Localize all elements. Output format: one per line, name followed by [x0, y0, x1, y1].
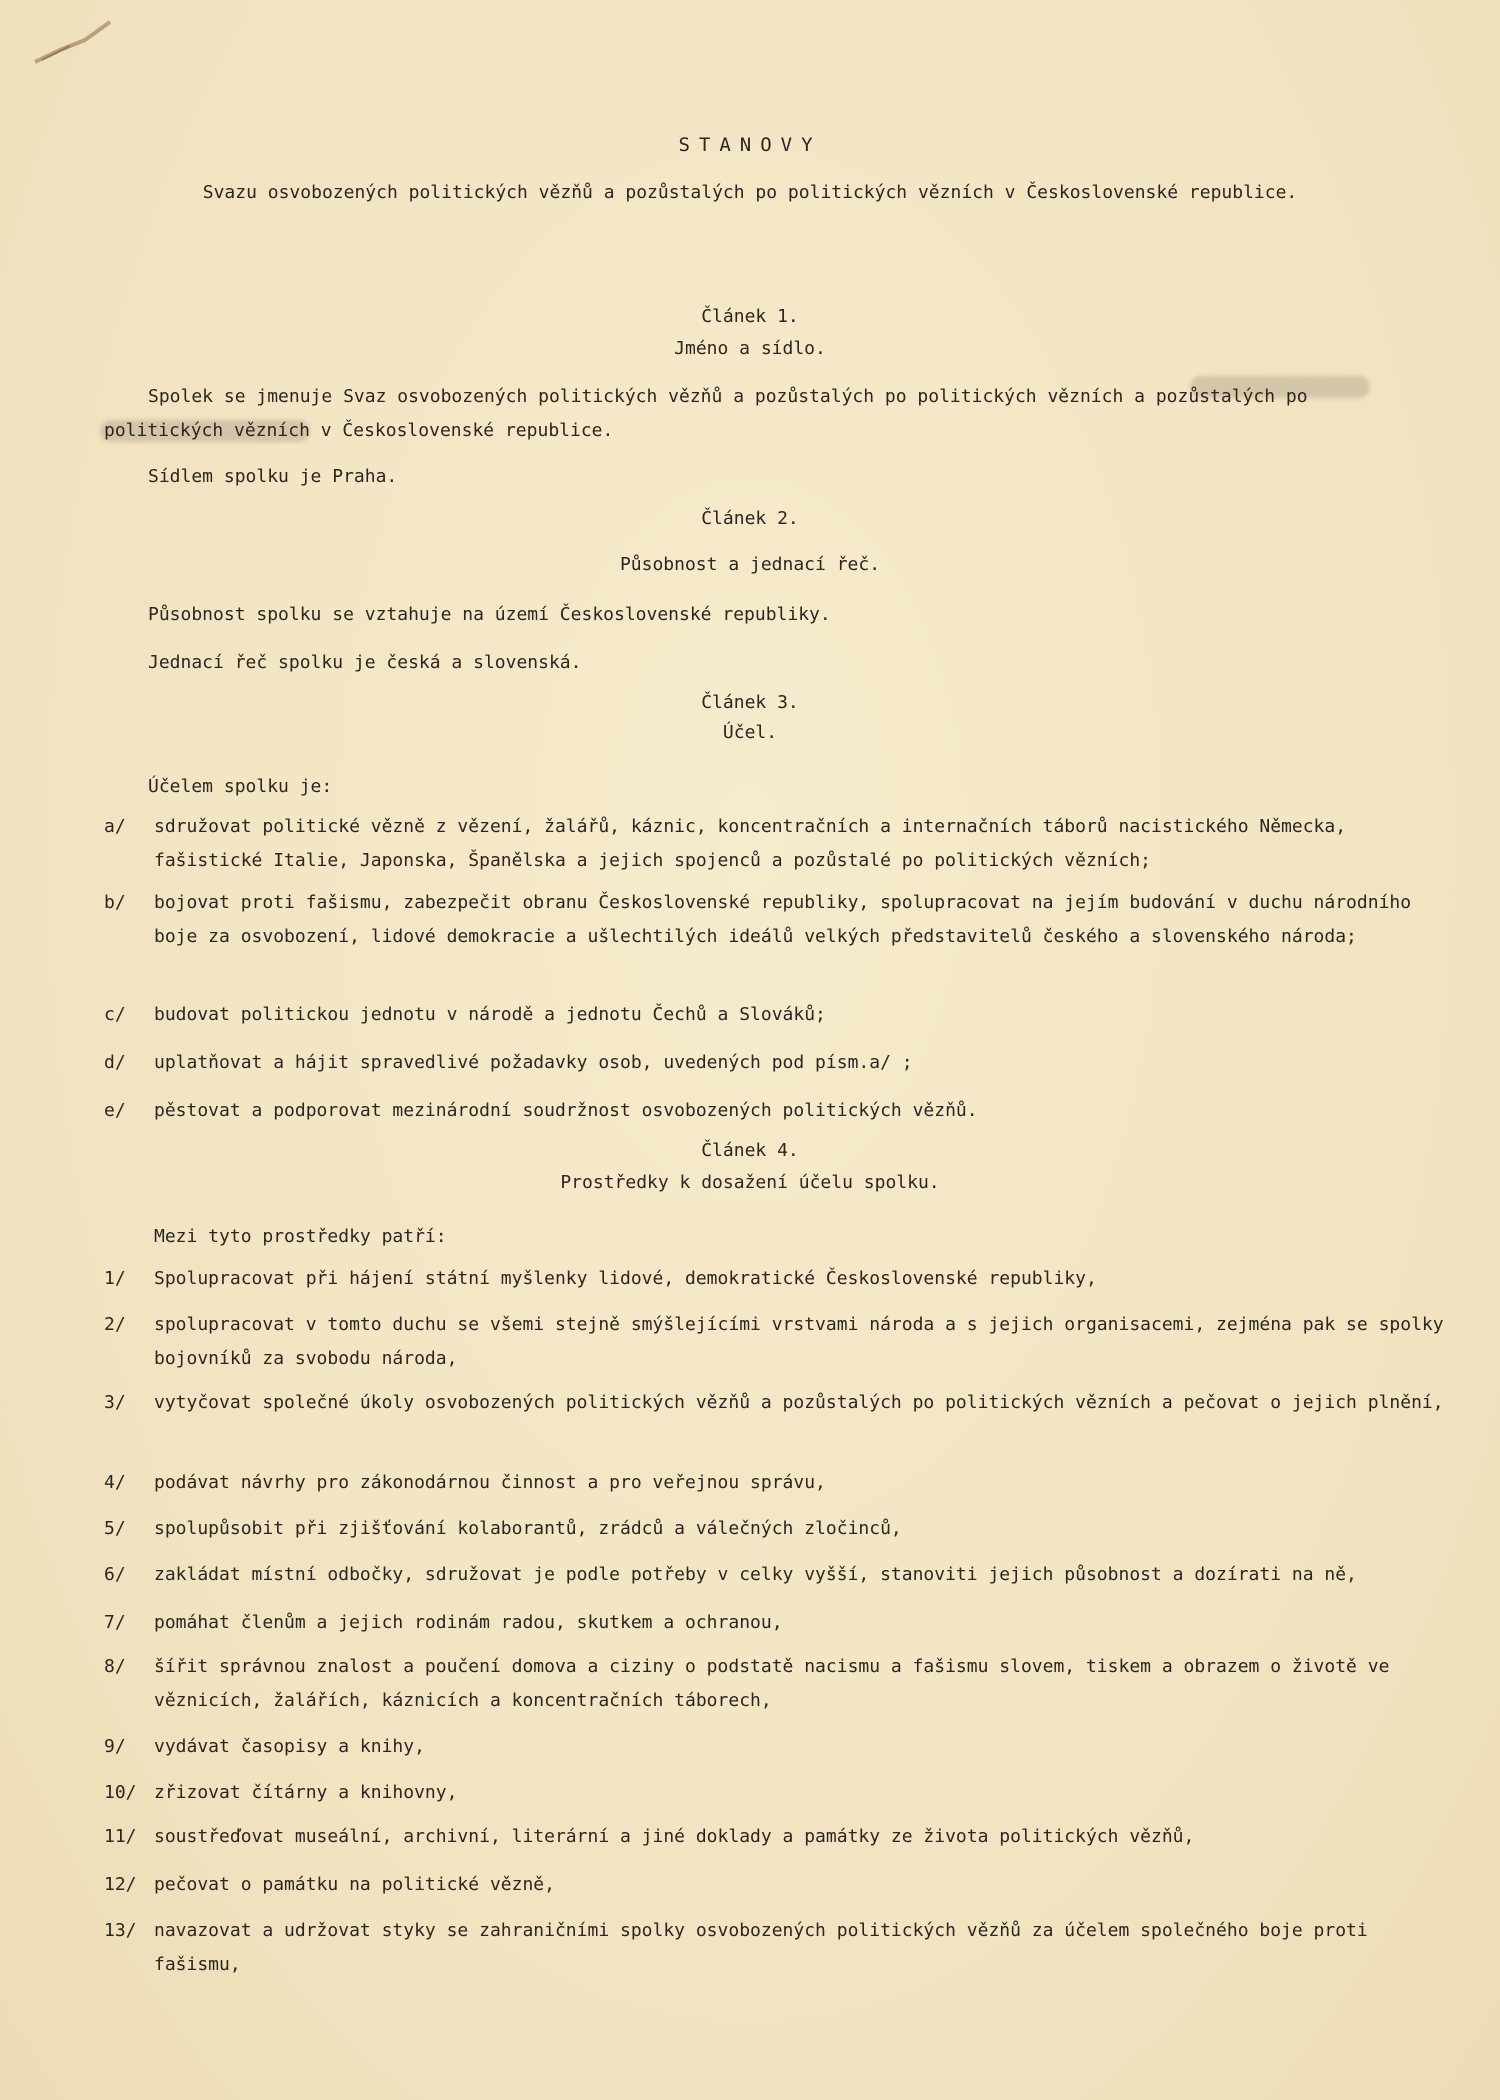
- article-4-heading: Článek 4.: [701, 1140, 799, 1161]
- purpose-item-label: d/: [104, 1052, 126, 1073]
- means-item: [104, 1558, 1444, 1592]
- means-item: [104, 1776, 1444, 1810]
- means-item-text: zřizovat čítárny a knihovny,: [154, 1782, 458, 1803]
- means-item: [104, 1730, 1444, 1764]
- means-item-text: Spolupracovat při hájení státní myšlenky lidové, demokratické Československé republiky,: [154, 1268, 1097, 1289]
- purpose-item-label: a/: [104, 816, 126, 837]
- purpose-item-label: c/: [104, 1004, 126, 1025]
- means-item: [104, 1466, 1444, 1500]
- article-1-heading: Článek 1.: [701, 306, 799, 327]
- means-item: [104, 1262, 1444, 1296]
- means-item-label: 3/: [104, 1392, 126, 1413]
- article-3-intro: Účelem spolku je:: [148, 776, 333, 797]
- purpose-item-label: b/: [104, 892, 126, 913]
- means-item-text: vydávat časopisy a knihy,: [154, 1736, 425, 1757]
- article-3-name: Účel.: [722, 722, 778, 743]
- means-item-text: vytyčovat společné úkoly osvobozených politických vězňů a pozůstalých po politických vězních a pečovat o jejich plnění,: [154, 1392, 1444, 1413]
- means-item: [104, 1308, 1444, 1376]
- purpose-item: [104, 998, 1444, 1032]
- document-title: STANOVY: [678, 134, 822, 156]
- means-item-text: podávat návrhy pro zákonodárnou činnost a pro veřejnou správu,: [154, 1472, 826, 1493]
- article-4-intro: Mezi tyto prostředky patří:: [154, 1226, 447, 1247]
- means-item-label: 2/: [104, 1314, 126, 1335]
- purpose-item: [104, 810, 1444, 878]
- means-item-label: 6/: [104, 1564, 126, 1585]
- means-item: [104, 1820, 1444, 1854]
- article-2-scope: Působnost spolku se vztahuje na území Československé republiky.: [148, 604, 831, 625]
- means-item-label: 7/: [104, 1612, 126, 1633]
- article-4-name: Prostředky k dosažení účelu spolku.: [560, 1172, 940, 1193]
- purpose-item-text: budovat politickou jednotu v národě a jednotu Čechů a Slováků;: [154, 1004, 826, 1025]
- article-2-language: Jednací řeč spolku je česká a slovenská.: [148, 652, 582, 673]
- means-item-label: 9/: [104, 1736, 126, 1757]
- means-item-text: pomáhat členům a jejich rodinám radou, skutkem a ochranou,: [154, 1612, 783, 1633]
- purpose-item-label: e/: [104, 1100, 126, 1121]
- article-1-text: Spolek se jmenuje Svaz osvobozených politických vězňů a pozůstalých po politických vězních a pozůstalých po: [148, 386, 1308, 407]
- purpose-item-text: pěstovat a podporovat mezinárodní soudržnost osvobozených politických vězňů.: [154, 1100, 978, 1121]
- document-subtitle: Svazu osvobozených politických vězňů a pozůstalých po politických vězních v Československé republice.: [202, 182, 1298, 203]
- means-item-text: navazovat a udržovat styky se zahraničními spolky osvobozených politických vězňů za účelem společného boje proti fašismu,: [154, 1920, 1368, 1975]
- means-item: [104, 1512, 1444, 1546]
- purpose-item: [104, 1094, 1444, 1128]
- means-item-label: 4/: [104, 1472, 126, 1493]
- means-item-text: spolupracovat v tomto duchu se všemi stejně smýšlejícími vrstvami národa a s jejich organisacemi, zejména pak se spolky bojovníků za svobodu národa,: [154, 1314, 1444, 1369]
- purpose-item: [104, 886, 1444, 954]
- means-item: [104, 1606, 1444, 1640]
- means-item-label: 1/: [104, 1268, 126, 1289]
- purpose-item-text: uplatňovat a hájit spravedlivé požadavky osob, uvedených pod písm.a/ ;: [154, 1052, 913, 1073]
- article-3-heading: Článek 3.: [701, 692, 799, 713]
- article-2-name: Působnost a jednací řeč.: [619, 554, 881, 575]
- article-2-heading: Článek 2.: [701, 508, 799, 529]
- means-item-text: šířit správnou znalost a poučení domova a ciziny o podstatě nacismu a fašismu slovem, tiskem a obrazem o životě ve věznicích, žalářích, káznicích a koncentračních táborech,: [154, 1656, 1390, 1711]
- means-item-label: 12/: [104, 1874, 137, 1895]
- purpose-item: [104, 1046, 1444, 1080]
- means-item: [104, 1386, 1444, 1420]
- means-item-label: 11/: [104, 1826, 137, 1847]
- article-1-text-cont: politických vězních v Československé republice.: [104, 420, 614, 441]
- means-item-label: 13/: [104, 1920, 137, 1941]
- means-item-text: pečovat o památku na politické vězně,: [154, 1874, 555, 1895]
- means-item: [104, 1914, 1444, 1982]
- means-item: [104, 1650, 1444, 1718]
- means-item: [104, 1868, 1444, 1902]
- means-item-label: 5/: [104, 1518, 126, 1539]
- article-1-name: Jméno a sídlo.: [674, 338, 826, 359]
- means-item-text: spolupůsobit při zjišťování kolaborantů, zrádců a válečných zločinců,: [154, 1518, 902, 1539]
- purpose-item-text: sdružovat politické vězně z vězení, žalářů, káznic, koncentračních a internačních táborů nacistického Německa, fašistické Italie, Japonska, Španělska a jejich spojenců a pozůstalé po politických vězních;: [154, 816, 1347, 871]
- means-item-label: 8/: [104, 1656, 126, 1677]
- ink-mark-icon: [30, 10, 120, 70]
- article-1-seat: Sídlem spolku je Praha.: [148, 466, 398, 487]
- means-item-text: zakládat místní odbočky, sdružovat je podle potřeby v celky vyšší, stanoviti jejich působnost a dozírati na ně,: [154, 1564, 1357, 1585]
- purpose-item-text: bojovat proti fašismu, zabezpečit obranu Československé republiky, spolupracovat na jejím budování v duchu národního boje za osvobození, lidové demokracie a ušlechtilých ideálů velkých představitelů českého a slovenského národa;: [154, 892, 1412, 947]
- means-item-label: 10/: [104, 1782, 137, 1803]
- means-item-text: soustřeďovat museální, archivní, literární a jiné doklady a památky ze života politických vězňů,: [154, 1826, 1195, 1847]
